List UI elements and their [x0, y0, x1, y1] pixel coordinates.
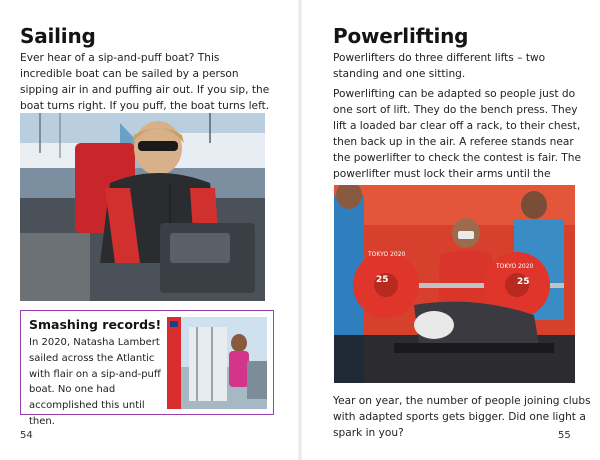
right-page	[300, 0, 600, 460]
powerlifting-photo-icon	[334, 185, 575, 383]
plate-text-right: TOKYO 2020	[496, 263, 534, 270]
sailing-paragraph: Ever hear of a sip-and-puff boat? This incredible boat can be sailed by a person sipping air in and puffing air out. If you sip, the boat turns right. If you puff, the boat turns left.	[20, 52, 270, 112]
plate-number-right: 25	[517, 277, 530, 287]
powerlifting-title: Powerlifting	[333, 24, 469, 48]
sailor-photo-icon	[20, 113, 265, 301]
plate-text-left: TOKYO 2020	[368, 251, 406, 258]
sailboat-photo-icon	[167, 317, 267, 409]
plate-number-left: 25	[376, 275, 389, 285]
powerlifting-paragraph-3: Year on year, the number of people joining clubs with adapted sports gets bigger. Did one light a spark in you?	[333, 395, 591, 439]
page-number-left: 54	[20, 430, 33, 441]
box-title: Smashing records!	[29, 317, 162, 332]
powerlifting-paragraph-2: Powerlifting can be adapted so people just do one sort of lift. They do the bench press. They lift a loaded bar clear off a rack, to their chest, then back up in the air. A referee stands near the powerlifter to check the contest is fair. The powerlifter must lock their arms until the	[333, 88, 582, 180]
sailing-title: Sailing	[20, 24, 96, 48]
powerlifting-paragraph-1: Powerlifters do three different lifts – two standing and one sitting.	[333, 52, 546, 80]
box-text: In 2020, Natasha Lambert sailed across the Atlantic with flair on a sip-and-puff boat. No one had accomplished this until then.	[29, 337, 161, 427]
page-number-right: 55	[558, 430, 571, 441]
smashing-records-box	[20, 310, 274, 427]
